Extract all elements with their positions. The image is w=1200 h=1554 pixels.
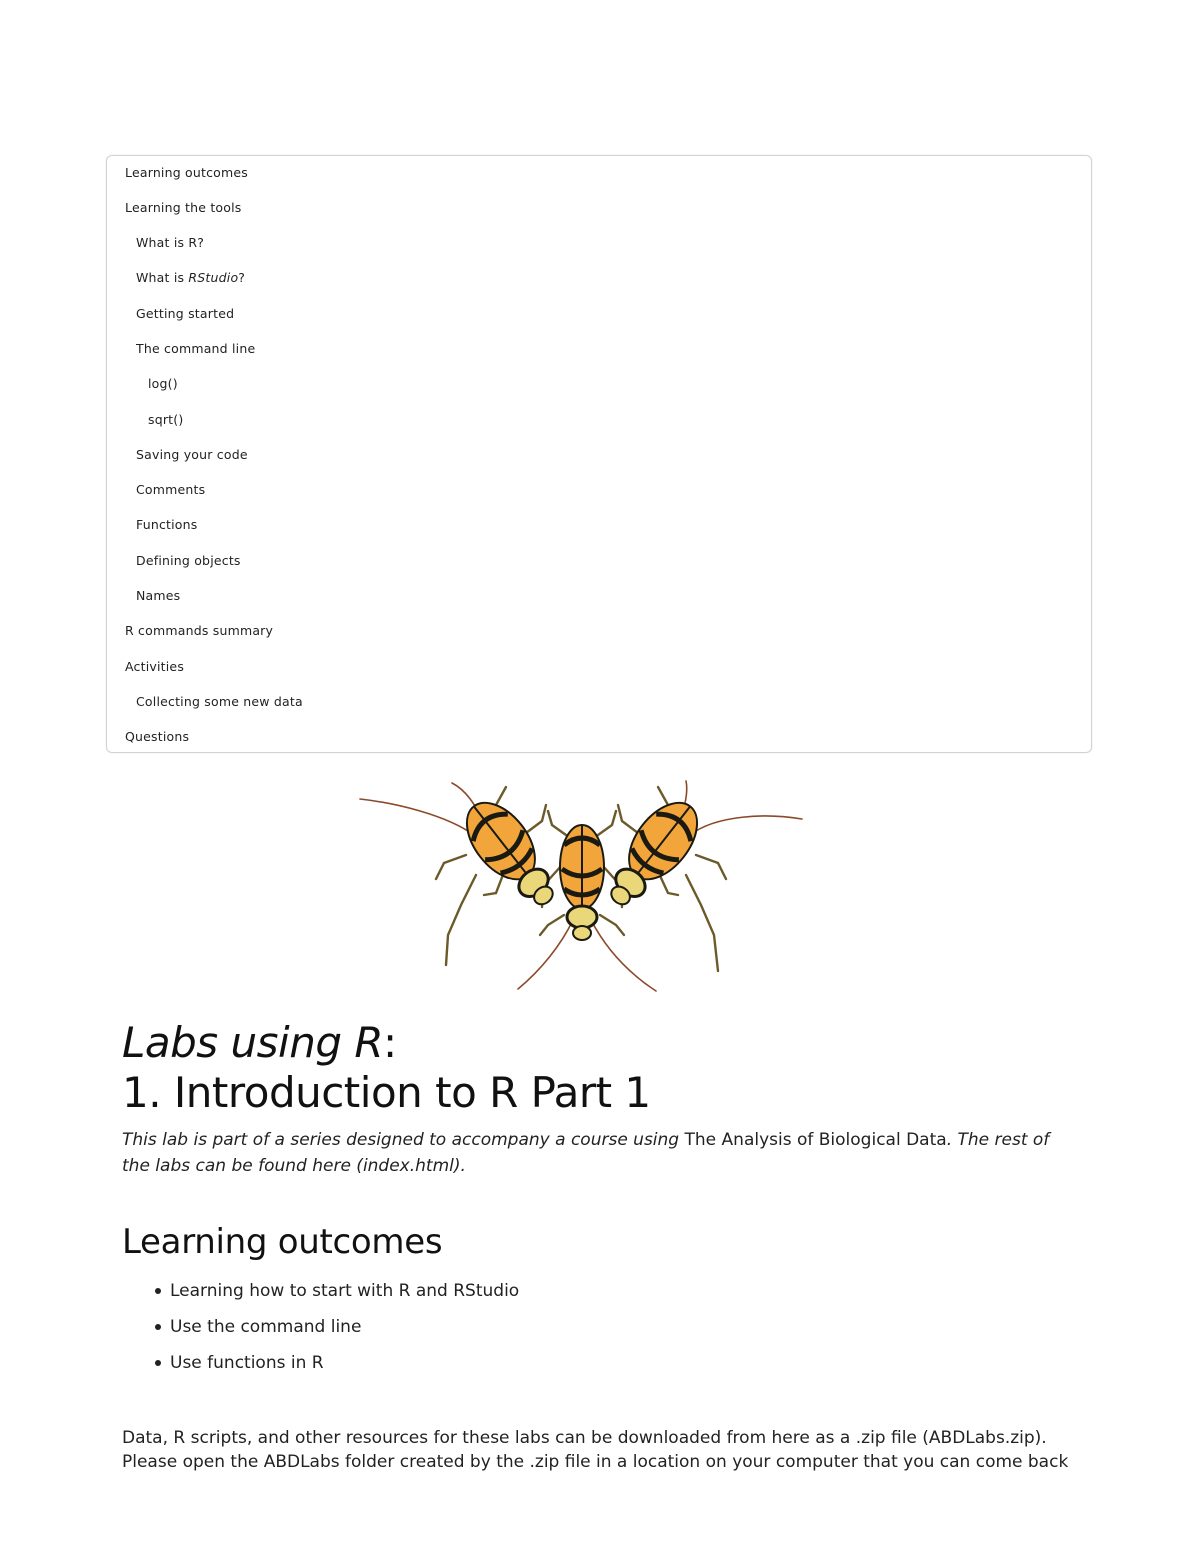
toc-item-comments[interactable]: Comments xyxy=(136,482,206,497)
toc-item-what-is-rstudio[interactable] xyxy=(136,270,245,285)
page-title-series-suffix: : xyxy=(383,1018,397,1067)
bullet-icon xyxy=(155,1324,161,1330)
intro-text-part1: This lab is part of a series designed to accompany a course using xyxy=(122,1130,680,1150)
toc-item-collecting-some-new-data[interactable]: Collecting some new data xyxy=(136,694,303,709)
toc-item-log[interactable]: log() xyxy=(148,376,178,391)
toc-item-label-suffix: ? xyxy=(238,270,246,285)
page-title xyxy=(122,1018,1082,1118)
intro-text-part2: . The rest of the labs can be found here (index.html). xyxy=(122,1130,1050,1176)
intro-book-title: The Analysis of Biological Data xyxy=(679,1130,947,1150)
toc-item-names[interactable]: Names xyxy=(136,588,181,603)
intro-paragraph xyxy=(122,1127,1082,1179)
page-title-lab: 1. Introduction to R Part 1 xyxy=(122,1068,651,1117)
toc-item-what-is-r[interactable]: What is R? xyxy=(136,235,205,250)
toc-item-r-commands-summary[interactable]: R commands summary xyxy=(125,623,274,638)
page-title-series-em: Labs using R xyxy=(122,1018,384,1067)
bullet-icon xyxy=(155,1288,161,1294)
toc-item-learning-the-tools[interactable]: Learning the tools xyxy=(125,200,242,215)
toc-item-getting-started[interactable]: Getting started xyxy=(136,306,235,321)
list-item xyxy=(148,1312,519,1348)
page-title-series xyxy=(122,1018,1082,1068)
toc-item-saving-your-code[interactable]: Saving your code xyxy=(136,447,248,462)
learning-outcomes-list xyxy=(148,1276,519,1384)
toc-item-sqrt[interactable]: sqrt() xyxy=(148,412,184,427)
section-heading-learning-outcomes: Learning outcomes xyxy=(122,1222,443,1262)
toc-item-learning-outcomes[interactable]: Learning outcomes xyxy=(125,165,249,180)
bullet-icon xyxy=(155,1360,161,1366)
list-item-text: Use the command line xyxy=(170,1317,362,1337)
toc-item-the-command-line[interactable]: The command line xyxy=(136,341,256,356)
resources-line-1[interactable]: Data, R scripts, and other resources for these labs can be downloaded from here as a .zip file (ABDLabs.zip). xyxy=(122,1428,1047,1448)
list-item xyxy=(148,1348,519,1384)
toc-item-label-em: RStudio xyxy=(188,270,239,285)
toc-item-questions[interactable]: Questions xyxy=(125,729,190,744)
list-item-text: Use functions in R xyxy=(170,1353,324,1373)
list-item xyxy=(148,1276,519,1312)
toc-item-defining-objects[interactable]: Defining objects xyxy=(136,553,241,568)
toc-item-activities[interactable]: Activities xyxy=(125,659,185,674)
list-item-text: Learning how to start with R and RStudio xyxy=(170,1281,520,1301)
resources-paragraph xyxy=(122,1426,1082,1474)
table-of-contents xyxy=(106,155,1092,753)
three-longhorn-beetles-icon xyxy=(356,775,806,997)
beetles-hero-image xyxy=(356,775,806,997)
resources-line-2: Please open the ABDLabs folder created by the .zip file in a location on your computer that you can come back xyxy=(122,1452,1069,1472)
toc-item-functions[interactable]: Functions xyxy=(136,517,198,532)
toc-item-label-prefix: What is xyxy=(136,270,189,285)
